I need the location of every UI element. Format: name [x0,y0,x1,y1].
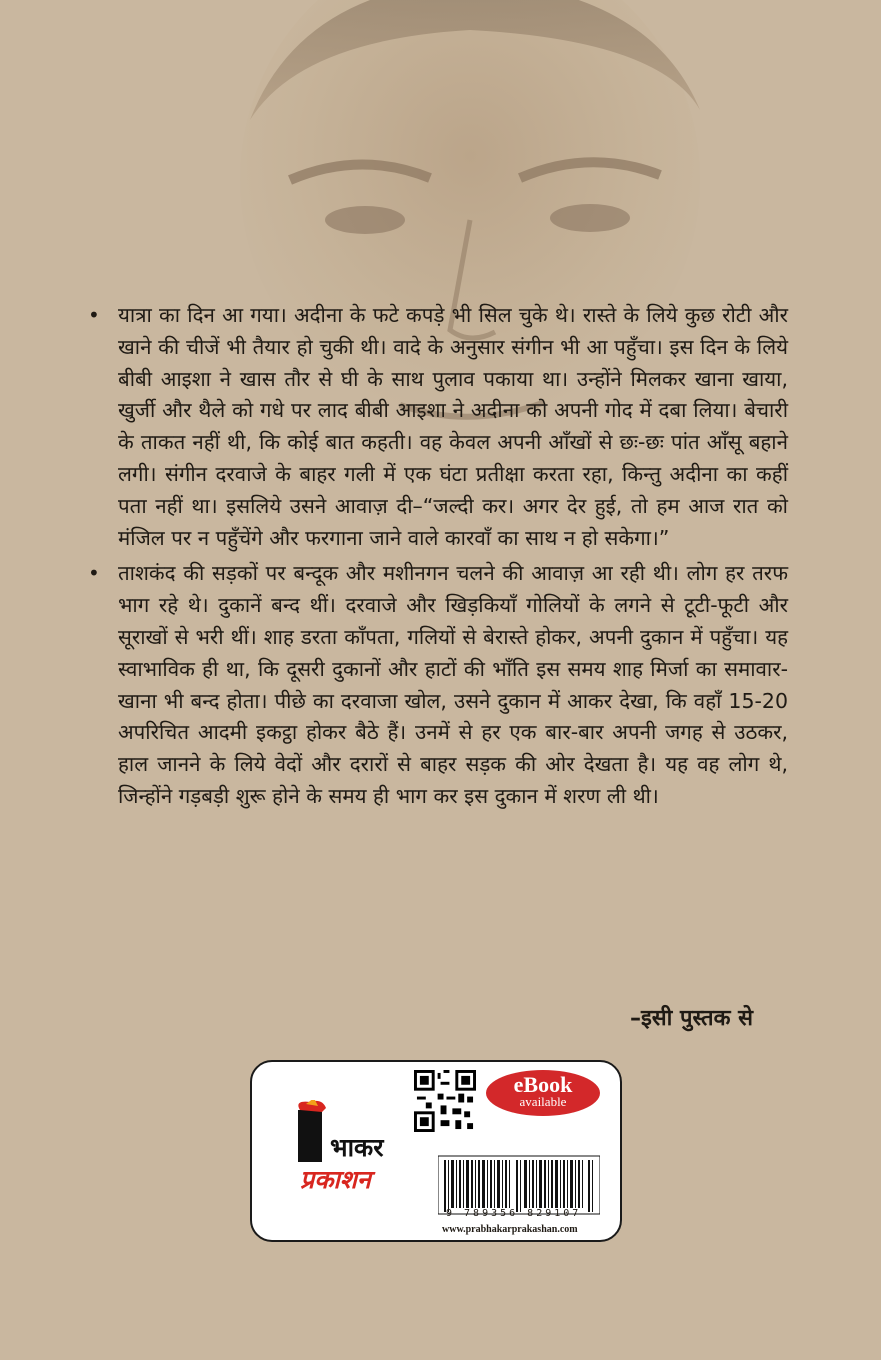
ebook-badge-title: eBook [513,1072,573,1097]
excerpt-paragraph-text: ताशकंद की सड़कों पर बन्दूक और मशीनगन चलने की आवाज़ आ रही थी। लोग हर तरफ भाग रहे थे। दुकानें बन्द थीं। दरवाजे और खिड़कियाँ गोलियों के लगने से टूटी-फूटी और सूराखों से भरी थीं। शाह डरता काँपता, गलियों से बेरास्ते होकर, अपनी दुकान में पहुँचा। यह स्वाभाविक ही था, कि दूसरी दुकानों और हाटों की भाँति इस समय शाह मिर्जा का समावार-खाना भी बन्द होता। पीछे का दरवाजा खोल, उसने दुकान में आकर देखा, कि वहाँ 15-20 अपरिचित आदमी इकट्ठा होकर बैठे हैं। उनमें से हर एक बार-बार अपनी जगह से उठकर, हाल जानने के लिये वेदों और दरारों से बाहर सड़क की ओर देखता है। यह वह लोग थे, जिन्होंने गड़बड़ी शुरू होने के समय ही भाग कर इस दुकान में शरण ली थी। [118,561,788,808]
logo-text-bottom: प्रकाशन [300,1165,371,1194]
excerpt-paragraph [88,558,788,812]
publisher-website: www.prabhakarprakashan.com [442,1224,578,1235]
logo-text-top: भाकर [330,1133,384,1162]
publisher-panel [250,1060,622,1242]
excerpt-paragraph [88,300,788,554]
source-attribution: –इसी पुस्तक से [629,1006,753,1031]
ebook-available-badge [486,1070,600,1116]
bullet-point: • [88,303,100,327]
excerpt-paragraph-text: यात्रा का दिन आ गया। अदीना के फटे कपड़े भी सिल चुके थे। रास्ते के लिये कुछ रोटी और खाने की चीजें भी तैयार हो चुकी थी। वादे के अनुसार संगीन भी आ पहुँचा। इस दिन के लिये बीबी आइशा ने खास तौर से घी के साथ पुलाव पकाया था। उन्होंने मिलकर खाना खाया, खुर्जी और थैले को गधे पर लाद बीबी आइशा ने अदीना को अपनी गोद में दबा लिया। बेचारी के ताकत नहीं थी, कि कोई बात कहती। वह केवल अपनी आँखों से छः-छः पांत आँसू बहाने लगी। संगीन दरवाजे के बाहर गली में एक घंटा प्रतीक्षा करता रहा, किन्तु अदीना का कहीं पता नहीं था। इसलिये उसने आवाज़ दी–“जल्दी कर। अगर देर हुई, तो हम आज रात को मंजिल पर न पहुँचेंगे और फरगाना जाने वाले कारवाँ का साथ न हो सकेगा।” [118,303,788,550]
isbn-number: 9 789356 829107 [446,1208,582,1219]
bullet-point: • [88,561,100,586]
ebook-badge-subtitle: available [519,1094,567,1109]
excerpt-content [88,300,788,813]
qr-code [414,1070,476,1132]
